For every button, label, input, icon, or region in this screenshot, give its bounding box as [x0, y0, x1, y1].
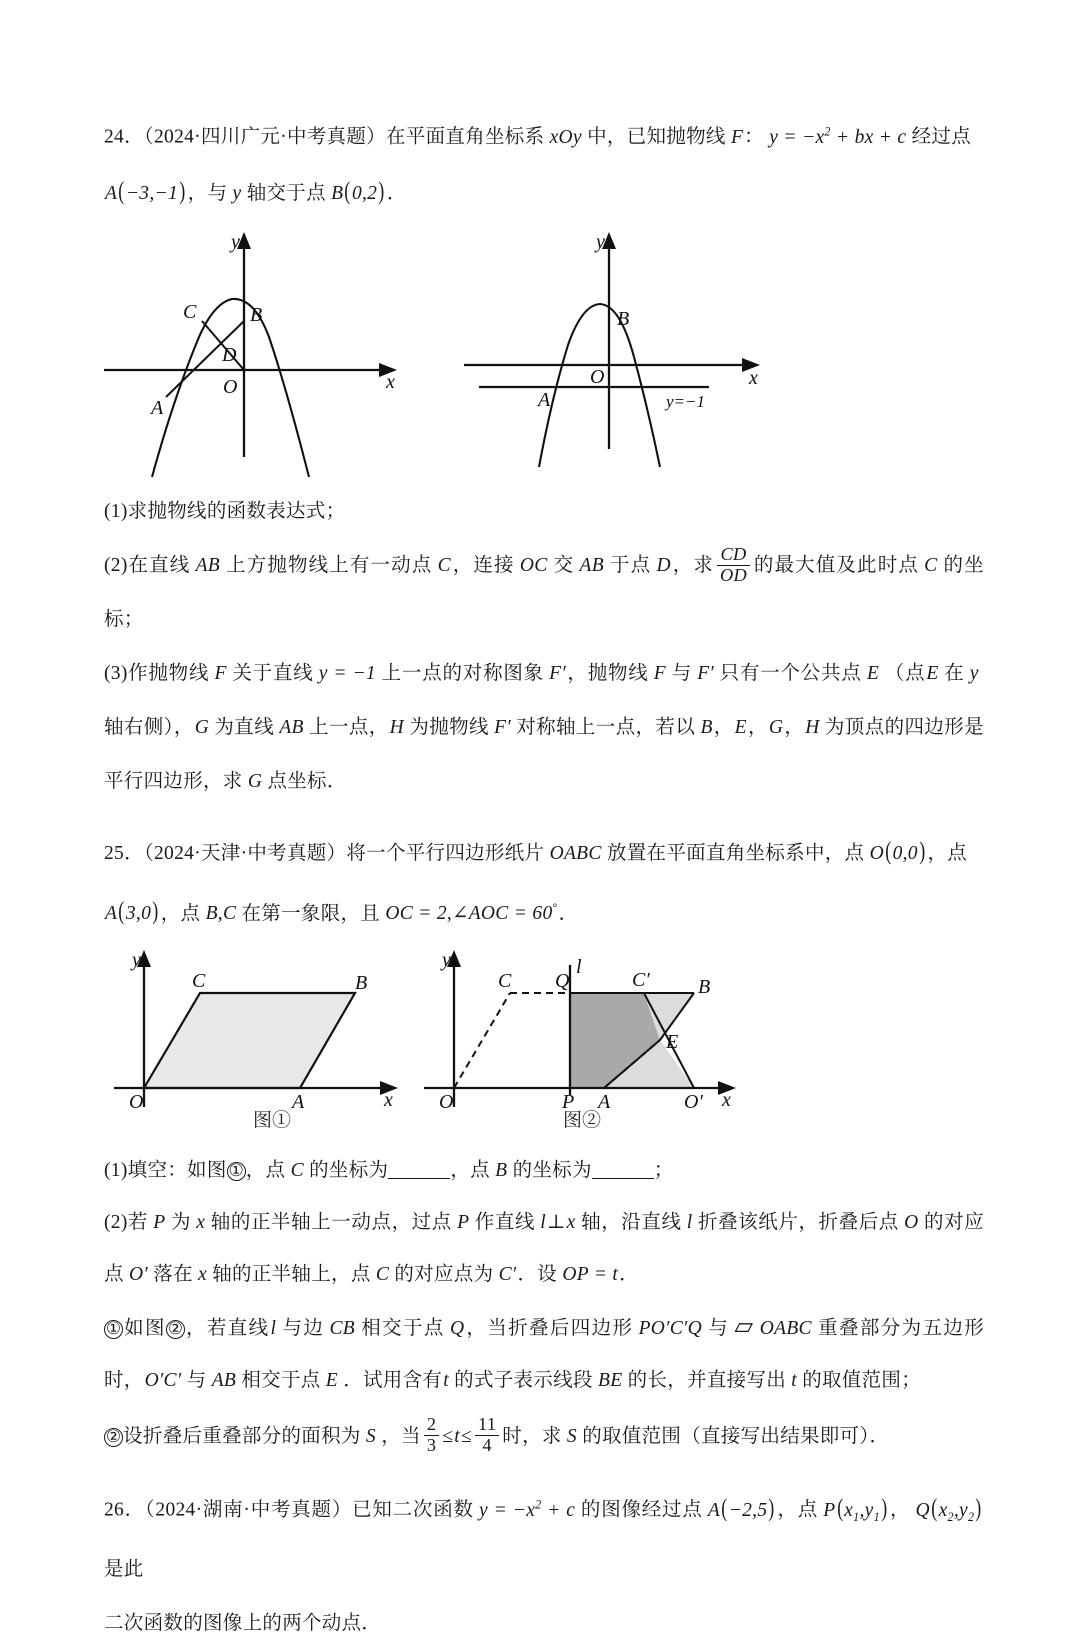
q25-item1-var-t2: t	[791, 1370, 797, 1391]
q25-stem-text-c: ，点	[927, 842, 968, 864]
q25-item1-var-OABC: OABC	[759, 1318, 812, 1339]
q24-sub2-text-e: 于点	[609, 554, 652, 576]
q25-sub2-text-g: 折叠该纸片，折叠后点	[697, 1212, 899, 1233]
answer-blank-B[interactable]	[592, 1158, 654, 1179]
q24-sub3-var-Fprime3: F′	[494, 716, 511, 738]
q25-item1-text-e: ，当折叠后四边形	[465, 1318, 634, 1339]
q24-figure-2	[464, 227, 864, 477]
frac1-denominator: 3	[424, 1435, 439, 1456]
q24-sub2-marker: (2)	[104, 554, 128, 576]
q25-sub2-eq-OP: OP = t	[562, 1264, 619, 1285]
q25-item1-text-f: 与	[707, 1318, 730, 1339]
q25-sub1-text-e: 的坐标为	[512, 1160, 592, 1181]
q24-sub3-var-E3: E	[734, 716, 747, 738]
q24-sub3-var-H2: H	[805, 716, 820, 738]
q25-sub1-marker: (1)	[104, 1160, 128, 1181]
label-Oprime-f2: O′	[684, 1091, 703, 1113]
q24-point-A: A(−3,−1)	[105, 177, 186, 205]
q24-sub3-var-B: B	[700, 716, 713, 738]
q26-point-A: A(−2,5)	[707, 1494, 775, 1522]
q26-point-P: $P(x_1,y_1)$	[823, 1494, 888, 1524]
fraction-two-thirds	[424, 1415, 439, 1456]
q25-sub2-text-m: ．	[619, 1264, 639, 1285]
label-x: x	[386, 370, 395, 393]
circled-one-icon: ①	[228, 1160, 244, 1180]
q26-text-e: 是此	[104, 1559, 144, 1581]
q24-sub3-text-c: 上一点的对称图象	[381, 662, 544, 684]
q24-point-B: B(0,2)	[331, 177, 385, 205]
q25-item2-var-t: t	[454, 1426, 461, 1447]
label-O-f2: O	[439, 1091, 454, 1113]
label-A-2: A	[538, 388, 551, 411]
label-C-f2: C	[498, 970, 512, 992]
q24-equation: $y = -x^2$ + bx + c	[769, 124, 907, 148]
q25-item1-var-BE: BE	[597, 1370, 623, 1391]
fraction-numerator: CD	[720, 543, 747, 564]
q25-cond	[384, 900, 558, 924]
q24-stem-text-a: 在平面直角坐标系	[385, 126, 545, 148]
q25-sub2-text-i: 落在	[153, 1264, 193, 1285]
q25-sub2-text-k: 的对应点为	[394, 1264, 494, 1285]
q24-sub3-text-l: 为抛物线	[409, 716, 489, 738]
q25-sub2	[104, 1197, 984, 1301]
q25-item1-var-CB: CB	[329, 1318, 355, 1339]
q25-item1-var-Q: Q	[449, 1318, 465, 1339]
q24-stem-text-c: 经过点	[911, 126, 971, 148]
q24-sub3-text-b: 关于直线	[231, 662, 314, 684]
q24-sub3-var-E2: E	[926, 662, 939, 684]
q24-sub2-text-c: ，连接	[451, 554, 515, 576]
label-C: C	[183, 300, 197, 323]
q24-sub3-var-F: F	[214, 662, 227, 684]
circled-two-marker-icon: ②	[105, 1426, 122, 1446]
q24-sub3-var-y: y	[969, 662, 979, 684]
q24-figure-1	[104, 227, 524, 477]
q24-y-axis-var: y	[232, 182, 242, 204]
q25-item1-text-d: 相交于点	[360, 1318, 445, 1339]
q25-item1-var-OpCp: O′C′	[144, 1370, 182, 1391]
q25-stem-text-b: 放置在平面直角坐标系中，点	[606, 842, 865, 864]
q25-sub1-var-B: B	[495, 1160, 508, 1181]
q25-sub2-item1	[104, 1301, 984, 1407]
figure-1-caption: 图①	[252, 1110, 291, 1131]
q24-sub3-var-Fprime: F′	[549, 662, 566, 684]
label-O: O	[223, 375, 238, 398]
q25-sub2-item2	[104, 1407, 984, 1467]
q24-sub3-text-o: 点坐标．	[267, 770, 347, 792]
q25-sub2-text-a: 若	[127, 1212, 149, 1233]
q24-sub2-var-D: D	[656, 554, 671, 576]
label-O-f1: O	[129, 1091, 144, 1113]
frac2-numerator: 11	[478, 1414, 497, 1435]
q24-stem-text-e: 轴交于点	[246, 182, 326, 204]
q25-item1-var-POCQ: PO′C′Q	[638, 1318, 702, 1339]
label-x-2: x	[749, 366, 758, 389]
q25-sub2-text-h: 的对应点	[104, 1212, 984, 1285]
q25-item1-text-a: 如图	[123, 1318, 166, 1339]
q25-sub2-var-C: C	[375, 1264, 390, 1285]
q25-item1-text-h: 与	[186, 1370, 207, 1391]
q25-sub1-var-C: C	[290, 1160, 304, 1181]
q24-sub2-var-AB: AB	[195, 554, 221, 576]
q25-item2-text-c: 时，求	[502, 1426, 562, 1447]
q24-sub1	[104, 485, 984, 539]
q24-sub3-var-G2: G	[768, 716, 784, 738]
q25-point-O: O(0,0)	[869, 837, 926, 865]
label-B-f1: B	[355, 972, 368, 994]
q24-sub3-text-d: ，抛物线	[566, 662, 649, 684]
parallelogram-glyph-icon: ▱	[733, 1313, 755, 1340]
q24-stem-text-b: 中，已知抛物线	[587, 126, 726, 148]
q25-item1-var-E: E	[325, 1370, 338, 1391]
label-y-f2: y	[442, 949, 451, 971]
q24-sub2	[104, 539, 984, 647]
document-content	[104, 104, 984, 1651]
q24-xoy: xOy	[549, 126, 582, 148]
q25-item2-var-S: S	[365, 1426, 376, 1447]
q25-item1-var-AB: AB	[211, 1370, 237, 1391]
q24-stem-line2	[104, 165, 984, 221]
q25-sub1-text-f: ；	[653, 1160, 674, 1181]
label-C-f1: C	[192, 970, 206, 992]
q25-item1-text-l: 的长，并直接写出	[627, 1370, 787, 1391]
q24-sub3: (3)作抛物线 F 关于直线 y = −1 上一点的对称图象 F′，抛物线 F 与 F′ 只有一个公共点 E （点E 在 y 轴右侧），G 为直线 AB 上一点，H 为抛物线 F′ 对称轴上一点，若以 B，E，G，H 为顶点的四边形是平行四边形，求 G 点坐标．	[104, 662, 984, 792]
q26-text-a: 已知二次函数	[352, 1499, 474, 1521]
q24-sub3-var-H: H	[389, 716, 405, 738]
q24-figures	[104, 227, 984, 477]
q25-item1-text-j: ．试用含有	[343, 1370, 443, 1391]
fraction-denominator: OD	[717, 565, 750, 586]
q24-sub3-var-Fprime2: F′	[697, 662, 714, 684]
label-A-f1: A	[292, 1091, 305, 1113]
label-Cprime-f2: C′	[632, 969, 650, 991]
q26-text-f: 二次函数的图像上的两个动点．	[104, 1613, 382, 1635]
label-y: y	[231, 230, 240, 253]
frac1-numerator: 2	[426, 1414, 437, 1435]
circled-two-icon: ②	[167, 1318, 184, 1338]
q25-sub1	[104, 1145, 984, 1197]
q26-point-Q: $Q(x_2,y_2)$	[915, 1494, 982, 1524]
q25-stem-text-a: 将一个平行四边形纸片	[346, 842, 545, 864]
q26-text-d: ，	[889, 1499, 911, 1521]
q24-stem-period: ．	[386, 182, 407, 204]
q25-sub1-text-c: 的坐标为	[309, 1160, 389, 1181]
q25-sub2-var-P2: P	[457, 1212, 470, 1233]
q25-item1-text-b: ，若直线	[184, 1318, 270, 1339]
q25-sub2-var-Oprime: O′	[129, 1264, 148, 1285]
q24-sub2-text-g: 的最大值及此时点	[753, 554, 919, 576]
q24-sub2-var-OC: OC	[519, 554, 548, 576]
q24-sub3-text-m: 对称轴上一点，若以	[516, 716, 696, 738]
q26-equation: $y = -x^2 + c$	[478, 1497, 576, 1521]
circled-one-marker-icon: ①	[105, 1318, 122, 1338]
q24-sub3-text-e: 与	[671, 662, 692, 684]
q24-sub2-text-d: 交	[552, 554, 575, 576]
q25-sub2-var-l: l	[540, 1212, 546, 1233]
q25-var-OABC: OABC	[549, 842, 602, 864]
q24-sub3-var-F2: F	[653, 662, 666, 684]
q25-sub2-var-x: x	[196, 1212, 206, 1233]
q25-sub1-text-a: 填空：如图	[127, 1160, 227, 1181]
q24-sub3-text-j: 为直线	[214, 716, 275, 738]
q26-source: （2024·湖南·中考真题）	[144, 1499, 353, 1521]
q24-F: F	[730, 126, 744, 148]
label-B-2: B	[617, 307, 630, 330]
label-x-f1: x	[384, 1089, 393, 1111]
parallelogram-OABC-shape	[144, 993, 355, 1088]
q24-sub2-text-a: 在直线	[127, 554, 191, 576]
fraction-CD-OD	[717, 545, 750, 586]
label-O-2: O	[590, 365, 605, 388]
q24-stem-text-d: ，与	[187, 182, 228, 204]
q25-stem-period: ．	[558, 903, 579, 924]
label-Q-f2: Q	[555, 970, 570, 992]
q25-sub2-marker: (2)	[104, 1212, 128, 1233]
q25-stem-line2	[104, 881, 984, 942]
q25-item2-le2: ≤	[461, 1426, 473, 1447]
q25-var-BC: B,C	[205, 903, 237, 924]
q26-stem-line2	[104, 1597, 984, 1651]
q25-stem-text-e: 在第一象限，且	[241, 903, 381, 924]
label-D: D	[222, 343, 237, 366]
q25-figure-1	[112, 945, 442, 1115]
q25-item1-text-k: 的式子表示线段	[454, 1370, 593, 1391]
q24-sub3-text-f: 只有一个公共点	[719, 662, 862, 684]
q24-source: （2024·四川广元·中考真题）	[143, 126, 386, 148]
q25-sub2-var-x2: x	[566, 1212, 576, 1233]
q24-number: 24	[104, 126, 125, 148]
label-E-f2: E	[666, 1031, 679, 1053]
q25-source: （2024·天津·中考真题）	[143, 842, 347, 864]
q25-sub2-var-O: O	[904, 1212, 919, 1233]
answer-blank-C[interactable]	[388, 1158, 450, 1179]
q24-sub2-text-f: ，求	[671, 554, 714, 576]
q25-sub2-text-b: 为	[170, 1212, 192, 1233]
q26-number: 26	[104, 1499, 125, 1521]
q25-item1-text-i: 相交于点	[241, 1370, 321, 1391]
q25-figure-2	[422, 945, 782, 1115]
q24-sub3-var-E: E	[866, 662, 880, 684]
q25-stem-text-d: ，点	[160, 903, 201, 924]
q24-sub3-text-h: 在	[943, 662, 965, 684]
q25-sub2-text-l: ．设	[517, 1264, 558, 1285]
q25-sub2-text-j: 轴的正半轴上，点	[212, 1264, 371, 1285]
q25-sub2-var-Cprime: C′	[498, 1264, 517, 1285]
label-y-f1: y	[132, 949, 141, 971]
q25-item2-text-d: 的取值范围（直接写出结果即可）．	[582, 1426, 890, 1447]
dashed-segment-OC	[454, 993, 510, 1088]
q24-sub3-marker: (3)	[104, 662, 128, 684]
label-A-f2: A	[598, 1091, 611, 1113]
q24-sub2-var-C2: C	[924, 554, 938, 576]
q24-stem: 24．（2024·四川广元·中考真题）在平面直角坐标系 xOy 中，已知抛物线 F： $y = -x^2$ + bx + c 经过点	[104, 124, 971, 148]
q26-text-b: 的图像经过点	[580, 1499, 703, 1521]
label-x-f2: x	[722, 1089, 731, 1111]
q25-item1-var-l: l	[270, 1318, 277, 1339]
q25-sub2-text-f: 轴，沿直线	[580, 1212, 682, 1233]
frac2-denominator: 4	[475, 1435, 499, 1456]
q25-cond-OC: OC = 2,	[385, 903, 453, 924]
q24-sub3-text-k: 上一点，	[308, 716, 389, 738]
q24-sub2-text-h: 的坐标；	[104, 554, 984, 630]
q24-colon: ：	[744, 126, 764, 148]
label-line-equation: y=−1	[666, 391, 705, 411]
q24-sub3-text-a: 作抛物线	[127, 662, 210, 684]
q25-item1-text-c: 与边	[281, 1318, 325, 1339]
label-l-f2: l	[576, 956, 582, 978]
q26-stem: 26．（2024·湖南·中考真题）已知二次函数 $y = -x^2 + c$ 的图像经过点 A(−2,5) ，点 $P(x_1,y_1)$ ， $Q(x_2,y_2)$是此	[104, 1477, 984, 1597]
q25-item1-text-m: 的取值范围；	[802, 1370, 922, 1391]
q25-figures	[104, 945, 984, 1145]
label-B: B	[250, 303, 263, 326]
q26-text-c: ，点	[777, 1499, 819, 1521]
label-y-2: y	[596, 230, 605, 253]
figure-2-caption: 图②	[562, 1110, 601, 1131]
q25-sub2-var-l2: l	[686, 1212, 693, 1233]
q24-sub3-var-AB: AB	[279, 716, 304, 738]
q25-sub1-text-b: ，点	[245, 1160, 286, 1181]
label-B-f2: B	[698, 976, 711, 998]
q24-sub1-marker: (1)	[104, 500, 128, 522]
q25-item2-le1: ≤	[442, 1426, 454, 1447]
q25-degree-sign: °	[552, 900, 558, 915]
q24-sub2-text-b: 上方抛物线上有一动点	[225, 554, 433, 576]
q25-item2-text-a: 设折叠后重叠部分的面积为	[123, 1426, 361, 1447]
q25-sub2-var-x3: x	[198, 1264, 207, 1285]
q24-sub3-eq-y: y = −1	[318, 662, 376, 684]
q25-sub2-text-c: 轴的正半轴上一动点，过点	[210, 1212, 452, 1233]
q24-sub3-var-G: G	[194, 716, 210, 738]
q25-number: 25	[104, 842, 125, 864]
q24-sub3-text-n: 为顶点的四边形是平行四边形，求	[104, 716, 984, 792]
q25-sub2-perp: ⊥	[547, 1212, 566, 1233]
q25-point-A: A(3,0)	[105, 898, 159, 925]
q25-stem: 25．（2024·天津·中考真题）将一个平行四边形纸片 OABC 放置在平面直角坐标系中，点 O(0,0) ，点	[104, 837, 968, 865]
q24-sub2-var-AB2: AB	[579, 554, 604, 576]
q24-sub3-var-G3: G	[247, 770, 263, 792]
q25-item1-text-g: 重叠部分为五边形时，	[104, 1318, 985, 1391]
label-P-f2: P	[562, 1091, 575, 1113]
q25-sub2-text-d: 作直线	[474, 1212, 536, 1233]
q24-sub3-text-i: 轴右侧），	[104, 716, 194, 738]
q25-item2-var-S2: S	[566, 1426, 577, 1447]
q25-item1-var-t: t	[443, 1370, 449, 1391]
q24-sub1-text: 求抛物线的函数表达式；	[127, 500, 346, 522]
q25-sub2-var-P: P	[153, 1212, 166, 1233]
q25-cond-angle: ∠AOC = 60	[452, 903, 553, 924]
q24-sub2-var-C: C	[437, 554, 451, 576]
q25-item2-text-b: ，当	[381, 1426, 421, 1447]
q25-sub1-text-d: ，点	[450, 1160, 490, 1181]
label-A: A	[151, 396, 164, 419]
q24-sub3-text-g: （点	[884, 662, 926, 684]
fraction-eleven-fourths	[475, 1415, 499, 1456]
